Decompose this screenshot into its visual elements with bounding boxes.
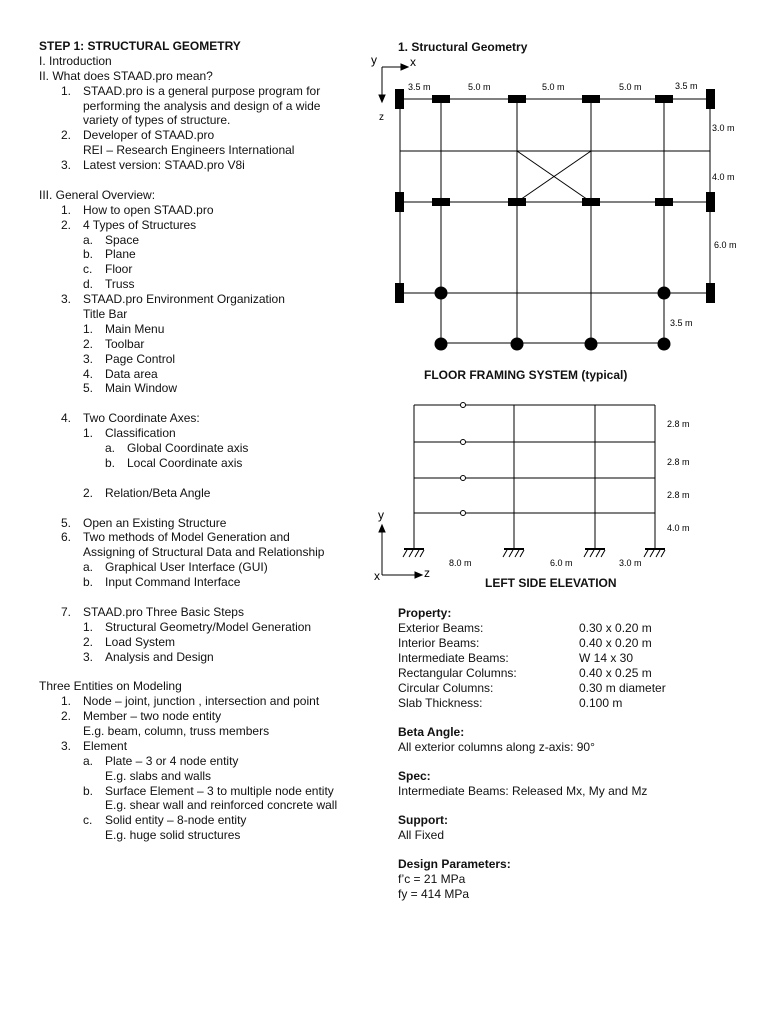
element-example: E.g. huge solid structures xyxy=(105,828,241,843)
entity-item: 3. Element xyxy=(61,738,128,753)
property-row xyxy=(398,651,728,666)
dim-label: 3.0 m xyxy=(619,558,642,568)
property-key: Interior Beams: xyxy=(398,636,480,650)
axis-y-label: y xyxy=(378,508,384,522)
env-item: 4. Data area xyxy=(83,366,158,381)
definition-item: 1. STAAD.pro is a general purpose program for xyxy=(61,83,321,98)
property-value: W 14 x 30 xyxy=(579,651,634,665)
figure-title: 1. Structural Geometry xyxy=(398,40,528,54)
axis-z-label: z xyxy=(424,566,430,580)
property-row xyxy=(398,666,728,681)
property-title: Property: xyxy=(398,606,452,620)
overview-item-6-cont: Assigning of Structural Data and Relationship xyxy=(83,545,325,560)
overview-item-5: 5. Open an Existing Structure xyxy=(61,515,227,530)
design-title: Design Parameters: xyxy=(398,857,511,871)
definition-list xyxy=(39,84,369,173)
property-key: Exterior Beams: xyxy=(398,621,484,635)
design-param: f’c = 21 MPa xyxy=(398,872,466,886)
env-item: 3. Page Control xyxy=(83,351,176,366)
dim-label: 5.0 m xyxy=(619,82,642,92)
dim-label: 8.0 m xyxy=(449,558,472,568)
side-elevation-diagram xyxy=(360,395,760,585)
step-item: 3. Analysis and Design xyxy=(83,649,214,664)
floor-plan-diagram xyxy=(360,50,760,360)
axis-z-label: z xyxy=(379,112,384,123)
elevation-axes xyxy=(379,525,422,578)
element-example: E.g. slabs and walls xyxy=(105,768,212,783)
property-list xyxy=(398,621,728,711)
definition-item: 3. Latest version: STAAD.pro V8i xyxy=(61,158,245,173)
title-bar-line: Title Bar xyxy=(83,307,128,322)
element-item: c. Solid entity – 8-node entity xyxy=(83,813,247,828)
env-item: 1. Main Menu xyxy=(83,321,165,336)
step-item: 2. Load System xyxy=(83,634,176,649)
axis-x-label: x xyxy=(410,55,416,69)
property-key: Slab Thickness: xyxy=(398,696,483,710)
overview-item-1: 1. How to open STAAD.pro xyxy=(61,202,214,217)
question-line: II. What does STAAD.pro mean? xyxy=(39,68,213,83)
axis-y-label: y xyxy=(371,53,377,67)
section-heading: STEP 1: STRUCTURAL GEOMETRY xyxy=(39,39,241,53)
property-key: Circular Columns: xyxy=(398,681,494,695)
dim-label: 3.0 m xyxy=(712,123,735,133)
type-item: c. Floor xyxy=(83,262,133,277)
support-text: All Fixed xyxy=(398,828,445,842)
dim-label: 3.5 m xyxy=(675,81,698,91)
dim-label: 5.0 m xyxy=(542,82,565,92)
element-example: E.g. shear wall and reinforced concrete wall xyxy=(105,798,338,813)
dim-label: 2.8 m xyxy=(667,419,690,429)
dim-label: 6.0 m xyxy=(550,558,573,568)
property-value: 0.100 m xyxy=(579,696,623,710)
definition-item: variety of types of structure. xyxy=(83,113,231,128)
property-row xyxy=(398,621,728,636)
figure-title: LEFT SIDE ELEVATION xyxy=(485,576,617,590)
axis-item: a. Global Coordinate axis xyxy=(105,441,249,456)
rect-columns xyxy=(395,89,715,303)
figure-title: FLOOR FRAMING SYSTEM (typical) xyxy=(424,368,628,382)
entities-heading: Three Entities on Modeling xyxy=(39,679,182,694)
dim-label: 3.5 m xyxy=(408,82,431,92)
dim-label: 4.0 m xyxy=(667,523,690,533)
overview-item-2: 2. 4 Types of Structures xyxy=(61,217,197,232)
entity-item: 2. Member – two node entity xyxy=(61,709,222,724)
beta-text: All exterior columns along z-axis: 90° xyxy=(398,740,595,754)
env-item: 2. Toolbar xyxy=(83,336,145,351)
overview-item-4: 4. Two Coordinate Axes: xyxy=(61,411,200,426)
property-row xyxy=(398,681,728,696)
type-item: d. Truss xyxy=(83,277,135,292)
entity-example: E.g. beam, column, truss members xyxy=(83,723,270,738)
overview-item-3: 3. STAAD.pro Environment Organization xyxy=(61,292,285,307)
circular-columns xyxy=(435,287,671,351)
definition-item: 2. Developer of STAAD.pro xyxy=(61,128,215,143)
dim-label: 5.0 m xyxy=(468,82,491,92)
axis-item: b. Local Coordinate axis xyxy=(105,455,243,470)
element-item: a. Plate – 3 or 4 node entity xyxy=(83,753,239,768)
property-key: Rectangular Columns: xyxy=(398,666,517,680)
entity-item: 1. Node – joint, junction , intersection and point xyxy=(61,694,320,709)
spec-text: Intermediate Beams: Released Mx, My and Mz xyxy=(398,784,648,798)
beta-title: Beta Angle: xyxy=(398,725,465,739)
type-item: b. Plane xyxy=(83,247,136,262)
step-item: 1. Structural Geometry/Model Generation xyxy=(83,619,312,634)
definition-item: performing the analysis and design of a wide xyxy=(83,98,321,113)
axis-x-label: x xyxy=(374,569,380,583)
overview-item-7: 7. STAAD.pro Three Basic Steps xyxy=(61,604,244,619)
property-row xyxy=(398,696,728,711)
dim-label: 4.0 m xyxy=(712,172,735,182)
dim-label: 2.8 m xyxy=(667,457,690,467)
property-value: 0.30 x 0.20 m xyxy=(579,621,652,635)
dim-label: 3.5 m xyxy=(670,318,693,328)
element-item: b. Surface Element – 3 to multiple node entity xyxy=(83,783,334,798)
overview-item-6: 6. Two methods of Model Generation and xyxy=(61,530,290,545)
dim-label: 6.0 m xyxy=(714,240,737,250)
properties-block xyxy=(398,606,728,902)
property-value: 0.40 x 0.25 m xyxy=(579,666,652,680)
property-value: 0.40 x 0.20 m xyxy=(579,636,652,650)
release-hinges xyxy=(461,403,466,516)
method-item: a. Graphical User Interface (GUI) xyxy=(83,560,268,575)
env-item: 5. Main Window xyxy=(83,381,178,396)
left-column xyxy=(39,39,369,843)
spec-title: Spec: xyxy=(398,769,431,783)
property-key: Intermediate Beams: xyxy=(398,651,509,665)
type-item: a. Space xyxy=(83,232,140,247)
method-item: b. Input Command Interface xyxy=(83,575,241,590)
dim-label: 2.8 m xyxy=(667,490,690,500)
design-param: fy = 414 MPa xyxy=(398,887,470,901)
definition-item: REI – Research Engineers International xyxy=(83,143,295,158)
intro-line: I. Introduction xyxy=(39,53,112,68)
support-title: Support: xyxy=(398,813,448,827)
property-value: 0.30 m diameter xyxy=(579,681,666,695)
overview-heading: III. General Overview: xyxy=(39,187,156,202)
property-row xyxy=(398,636,728,651)
relation-line: 2. Relation/Beta Angle xyxy=(83,485,211,500)
classification-line: 1. Classification xyxy=(83,426,176,441)
